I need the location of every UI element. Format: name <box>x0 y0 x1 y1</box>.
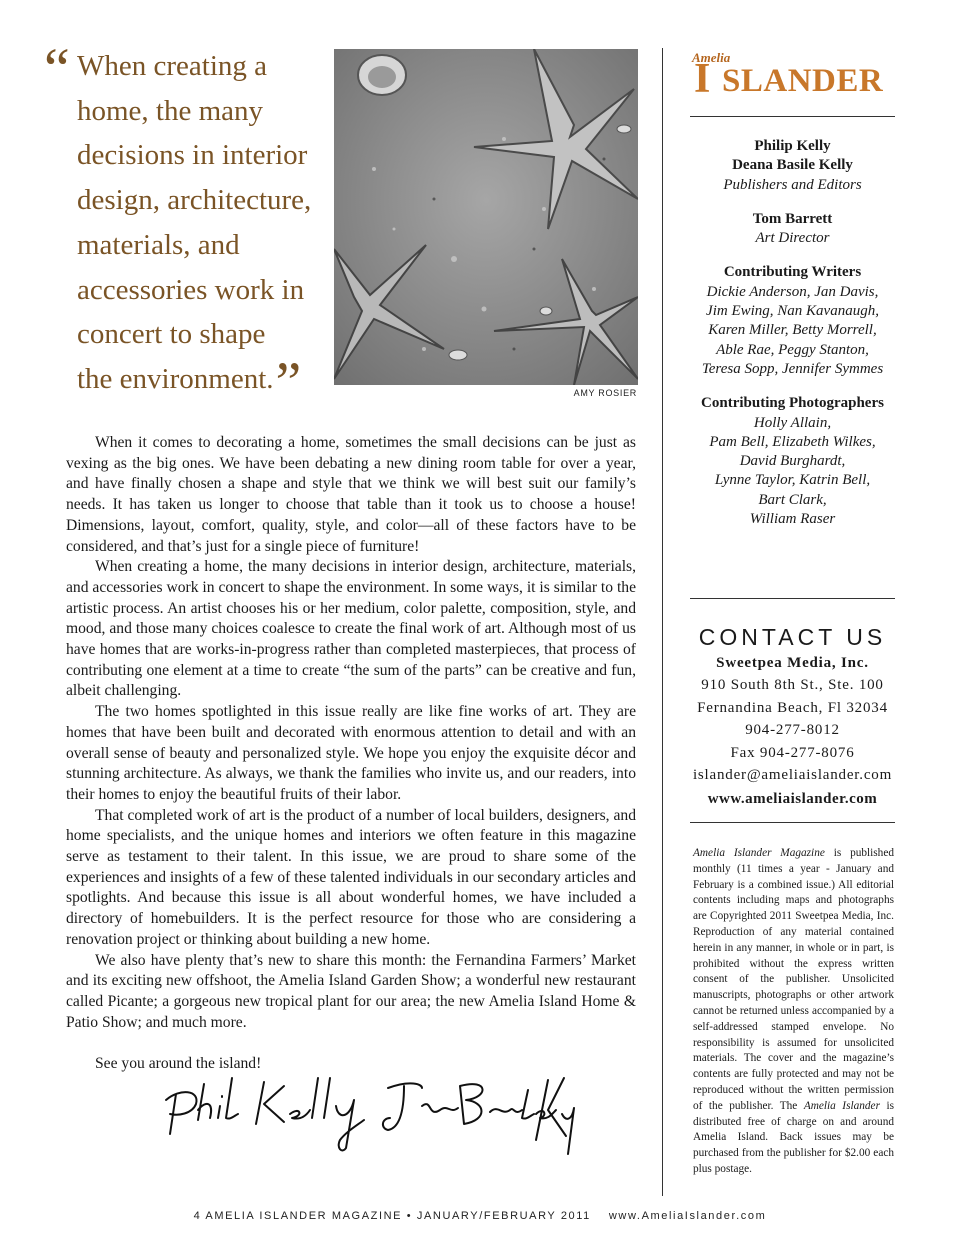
writers-line: Able Rae, Peggy Stanton, <box>716 341 869 358</box>
art-director-name: Tom Barrett <box>752 210 833 227</box>
signoff: See you around the island! <box>95 1055 262 1072</box>
writers-line: Karen Miller, Betty Morrell, <box>708 322 877 339</box>
starfish-photo <box>334 49 638 385</box>
staff-credits <box>690 137 895 544</box>
legal-islander-name: Amelia Islander <box>803 1099 880 1112</box>
pull-quote-line: accessories work in <box>77 273 305 306</box>
photographers-heading: Contributing Photographers <box>701 395 884 412</box>
footer-website[interactable]: www.AmeliaIslander.com <box>608 1210 767 1222</box>
masthead-rest: SLANDER <box>722 63 884 99</box>
contact-company: Sweetpea Media, Inc. <box>716 655 869 671</box>
pull-quote-line-text: the environment. <box>77 362 274 395</box>
pull-quote-line: When creating a <box>77 50 268 82</box>
publisher-name: Philip Kelly <box>754 138 831 154</box>
legal-magazine-name: Amelia Islander Magazine <box>693 847 825 859</box>
signatures <box>160 1070 580 1165</box>
pull-quote-line: home, the many <box>77 94 264 127</box>
masthead-logo <box>690 48 900 100</box>
contact-address: 910 South 8th St., Ste. 100 <box>701 677 884 693</box>
publisher-role: Publishers and Editors <box>723 176 862 193</box>
pull-quote <box>44 36 329 415</box>
footer-page-info: 4 AMELIA ISLANDER MAGAZINE • JANUARY/FEBRUARY 2011 <box>193 1210 591 1222</box>
photographers-line: Holly Allain, <box>753 414 832 431</box>
contact-top-rule <box>690 598 895 599</box>
art-director-role: Art Director <box>755 230 830 247</box>
pull-quote-line: materials, and <box>77 228 240 261</box>
contact-website[interactable]: www.ameliaislander.com <box>707 790 878 807</box>
photographers-line: Pam Bell, Elizabeth Wilkes, <box>709 433 876 450</box>
pull-quote-line: design, architecture, <box>77 184 312 217</box>
contact-fax: Fax 904-277-8076 <box>730 744 855 761</box>
writers-line: Jim Ewing, Nan Kavanaugh, <box>706 303 879 320</box>
body-paragraph: We also have plenty that’s new to share this month: the Fernandina Farmers’ Market and its exciting new offshoot, the Amelia Island Garden Show; a wonderful new restaurant called Picante; a gorgeous new tropical plant for our area; the new Amelia Island Home & Patio Show; and much more. <box>66 951 636 1031</box>
publishers-group <box>690 137 895 195</box>
column-divider <box>662 48 663 1196</box>
legal-notice <box>693 846 894 1178</box>
writers-group <box>690 263 895 379</box>
body-paragraph: The two homes spotlighted in this issue really are like fine works of art. They are homes that have been built and decorated with enormous attention to detail and with an overall sense of beauty and personalized style. We hope you enjoy the exquisite décor and stunning architecture. As always, we thank the families who invite us, and our readers, into their homes to enjoy the beautiful fruits of their labor. <box>66 703 636 803</box>
legal-top-rule <box>690 822 895 823</box>
photographers-line: William Raser <box>749 511 836 528</box>
writers-line: Dickie Anderson, Jan Davis, <box>706 283 879 300</box>
pull-quote-line: concert to shape <box>77 318 266 351</box>
contact-title: CONTACT US <box>698 624 887 650</box>
writers-heading: Contributing Writers <box>723 264 862 281</box>
body-paragraph: That completed work of art is the product of a number of local builders, designers, and home specialists, and the unique homes and interiors we often feature in this magazine serve as testament to their talent. In this issue, we are proud to share some of the experiences and insights of a few of these talented individuals in our secondary articles and spotlights. And because this issue is all about wonderful homes, we have included a directory of homebuilders. It is the perfect resource for those who are considering a renovation project or thinking about building a new home. <box>66 806 636 948</box>
legal-text: is distributed free of charge on and around Amelia Island. Back issues may be purchased from the publisher for $2.00 each plus postage. <box>693 1099 894 1175</box>
contact-block <box>690 622 895 811</box>
contact-phone: 904-277-8012 <box>745 722 840 738</box>
close-quote-mark: ” <box>275 349 302 415</box>
pull-quote-line: decisions in interior <box>77 139 308 172</box>
contact-city: Fernandina Beach, Fl 32034 <box>697 699 888 716</box>
body-paragraph: When creating a home, the many decisions in interior design, architecture, materials, and accessories work in concert to shape the environment. In some ways, it is similar to the artistic process. An artist chooses his or her medium, color palette, composition, style, and mood, and those many choices coalesce to create the final work of art. Although most of us have homes that are works-in-progress rather than completed masterpieces, that process of contributing one element at a time to create “the sum of the parts” can be creative and fun, albeit challenging. <box>66 558 636 700</box>
legal-text: is published monthly (11 times a year - January and February is a combined issue.) All editorial contents including maps and photographs are Copyrighted 2011 Sweetpea Media, Inc. Reproduction of any material contained herein in any manner, in whole or in part, is prohibited without the express written consent of the publisher. Unsolicited manuscripts, photographs or other artwork cannot be returned unless accompanied by a self-addressed stamped envelope. No responsibility is assumed for unsolicited materials. The cover and the magazine’s contents are fully protected and may not be reproduced without the written permission of the publisher. The <box>693 847 894 1112</box>
contact-email[interactable]: islander@ameliaislander.com <box>692 767 893 783</box>
masthead-rule <box>690 116 895 117</box>
editorial-body <box>66 433 636 1033</box>
body-paragraph: When it comes to decorating a home, sometimes the small decisions can be just as vexing as the big ones. We have been debating a new dining room table for over a year, and have finally chosen a shape and style that we think we will best suit our family’s needs. It has taken us longer to choose that table than it took us to choose a house! Dimensions, layout, comfort, quality, style, and color—all of these factors have to be considered, and that’s just for a single piece of furniture! <box>66 434 636 555</box>
masthead-amelia: Amelia <box>692 50 731 65</box>
writers-line: Teresa Sopp, Jennifer Symmes <box>701 360 884 377</box>
starfish-photo-icon <box>334 49 638 385</box>
handwritten-signatures-icon <box>160 1070 580 1160</box>
open-quote-mark: “ <box>44 36 70 101</box>
photographers-line: Bart Clark, <box>758 491 827 508</box>
photographers-line: David Burghardt, <box>739 453 846 470</box>
masthead-initial: I <box>694 56 711 102</box>
publisher-name: Deana Basile Kelly <box>732 157 853 174</box>
pull-quote-line-last <box>44 349 329 415</box>
photo-credit: AMY ROSIER <box>573 388 637 398</box>
page-footer <box>0 1210 960 1222</box>
photographers-line: Lynne Taylor, Katrin Bell, <box>714 472 871 489</box>
art-director-group <box>690 210 895 249</box>
photographers-group <box>690 394 895 529</box>
